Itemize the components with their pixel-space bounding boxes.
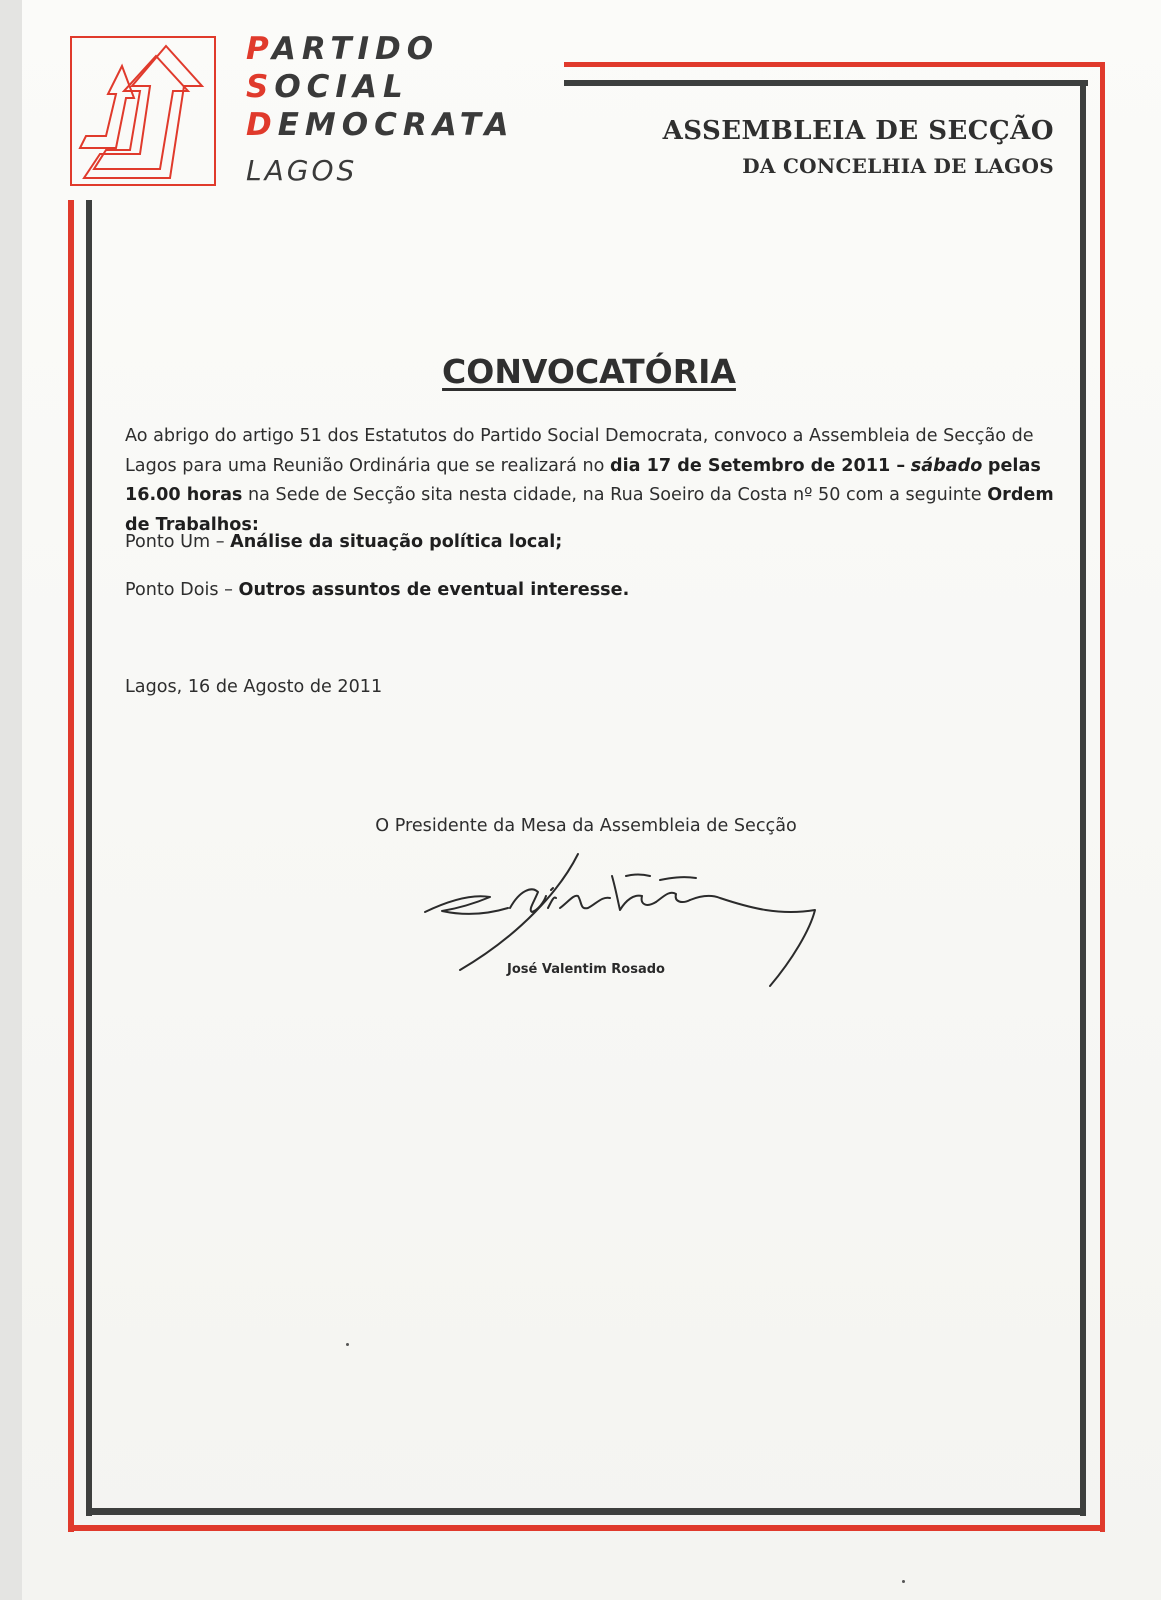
meeting-weekday: sábado [910, 455, 983, 476]
agenda-point-two: Ponto Dois – Outros assuntos de eventual interesse. [125, 580, 630, 600]
top-border-red [564, 62, 1104, 67]
meeting-date: dia 17 de Setembro de 2011 – [610, 455, 906, 476]
assembly-subtitle: DA CONCELHIA DE LAGOS [742, 154, 1054, 178]
assembly-title: ASSEMBLEIA DE SECÇÃO [662, 116, 1054, 146]
right-border-red [1100, 62, 1105, 1532]
brand-line-partido: PARTIDO [246, 31, 440, 67]
left-border-red [68, 200, 74, 1532]
assembly-heading [663, 116, 1054, 178]
bottom-border-red [68, 1525, 1105, 1531]
top-border-dark [564, 80, 1088, 86]
agenda-point-one: Ponto Um – Análise da situação política local; [125, 532, 563, 552]
left-border-dark [86, 200, 92, 1516]
scan-speck [902, 1580, 905, 1583]
document-title: CONVOCATÓRIA [442, 352, 736, 391]
signer-name: José Valentim Rosado [507, 962, 665, 977]
bottom-border-dark [86, 1508, 1086, 1515]
convocation-paragraph: Ao abrigo do artigo 51 dos Estatutos do Partido Social Democrata, convoco a Assembleia de Secção de Lagos para uma Reunião Ordinária que se realizará no dia 17 de Setembro de 2011 – sábado pelas 16.00 horas na Sede de Secção sita nesta cidade, na Rua Soeiro da Costa nº 50 com a seguinte Ordem de Trabalhos: [125, 426, 1054, 535]
party-name [246, 30, 515, 187]
scan-speck [346, 1343, 349, 1346]
party-logo-icon [70, 36, 216, 186]
president-title: O Presidente da Mesa da Assembleia de Secção [375, 816, 797, 836]
brand-line-social: SOCIAL [246, 69, 409, 105]
brand-city: LAGOS [246, 154, 358, 187]
letter-sheet [22, 0, 1161, 1600]
agenda-label: Ordem de Trabalhos: [125, 485, 1054, 535]
brand-line-democrata: DEMOCRATA [246, 107, 515, 143]
right-border-dark [1080, 80, 1086, 1516]
meeting-time: pelas 16.00 horas [125, 455, 1041, 505]
page-edge-shadow [0, 0, 22, 1600]
place-date: Lagos, 16 de Agosto de 2011 [125, 677, 383, 697]
